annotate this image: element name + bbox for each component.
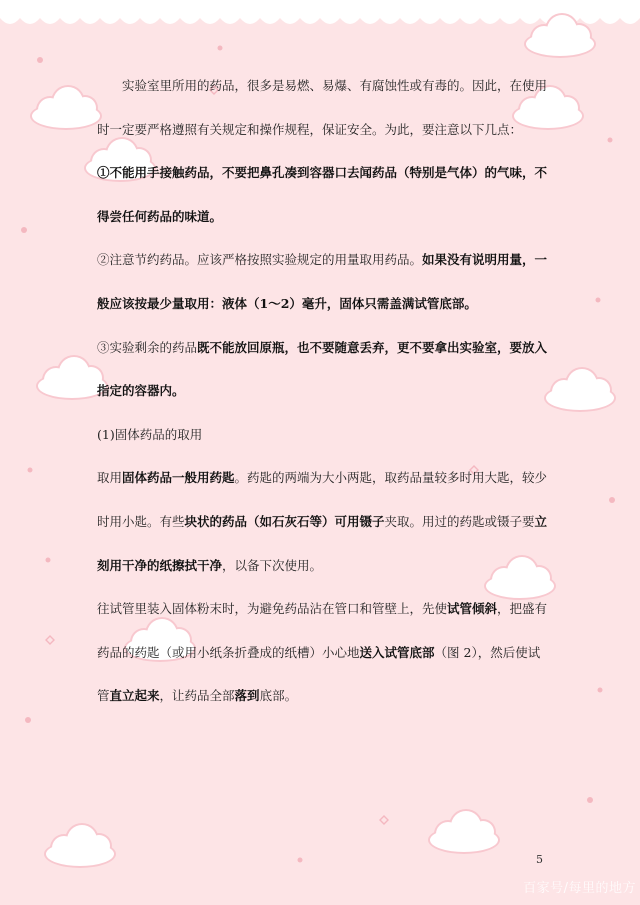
rule-3-text-a: ③实验剩余的药品 [97, 339, 198, 355]
rule-2-text-a: ②注意节约药品。应该严格按照实验规定的用量取用药品。 [97, 252, 423, 268]
spoon-text-c: 。药匙的两端为大小两匙，取药品量较多时用大匙，较少时用小匙。有些 [97, 470, 548, 529]
powder-text-c: ，把盛有药品的药匙（或用小纸条折叠成的纸槽）小心地 [97, 601, 548, 660]
spoon-text-g: ，以备下次使用。 [222, 557, 323, 573]
section-heading-text: (1)固体药品的取用 [97, 426, 203, 442]
rule-1-text: ①不能用手接触药品，不要把鼻孔凑到容器口去闻药品（特别是气体）的气味，不得尝任何药品的味道。 [97, 165, 548, 224]
page-number: 5 [536, 853, 543, 866]
paragraph-rule-2 [97, 238, 549, 325]
document-body [97, 0, 549, 718]
spoon-text-b: 固体药品一般用药匙 [122, 470, 235, 486]
powder-text-f: 直立起来 [109, 688, 160, 704]
paragraph-spoon [97, 456, 549, 587]
rule-3-text-b: 既不能放回原瓶，也不要随意丢弃，更不要拿出实验室，要放入指定的容器内。 [97, 339, 548, 399]
spoon-text-d: 块状的药品（如石灰石等）可用镊子 [184, 513, 385, 529]
powder-text-h: 落到 [234, 688, 260, 704]
spoon-text-f: 立刻用干净的纸擦拭干净 [97, 513, 548, 573]
powder-text-a: 往试管里装入固体粉末时，为避免药品沾在管口和管壁上，先使 [97, 601, 448, 617]
section-heading-solid [97, 413, 549, 457]
powder-text-i: 底部。 [259, 688, 298, 704]
paragraph-rule-1 [97, 151, 549, 238]
spoon-text-a: 取用 [97, 470, 123, 486]
paragraph-rule-3 [97, 326, 549, 413]
intro-text: 实验室里所用的药品，很多是易燃、易爆、有腐蚀性或有毒的。因此，在使用时一定要严格遵照有关规定和操作规程，保证安全。为此，要注意以下几点： [97, 78, 548, 137]
paragraph-powder [97, 587, 549, 718]
paragraph-intro [97, 64, 549, 151]
powder-text-g: ，让药品全部 [159, 688, 235, 704]
powder-text-d: 送入试管底部 [359, 644, 435, 660]
spoon-text-e: 夹取。用过的药匙或镊子要 [384, 513, 535, 529]
powder-text-e: （图 2），然后使试管 [97, 644, 541, 704]
powder-text-b: 试管倾斜 [447, 601, 498, 617]
watermark: 百家号/每里的地方 [523, 881, 636, 896]
rule-2-text-b: 如果没有说明用量，一般应该按最少量取用：液体（1～2）毫升，固体只需盖满试管底部。 [97, 252, 548, 311]
